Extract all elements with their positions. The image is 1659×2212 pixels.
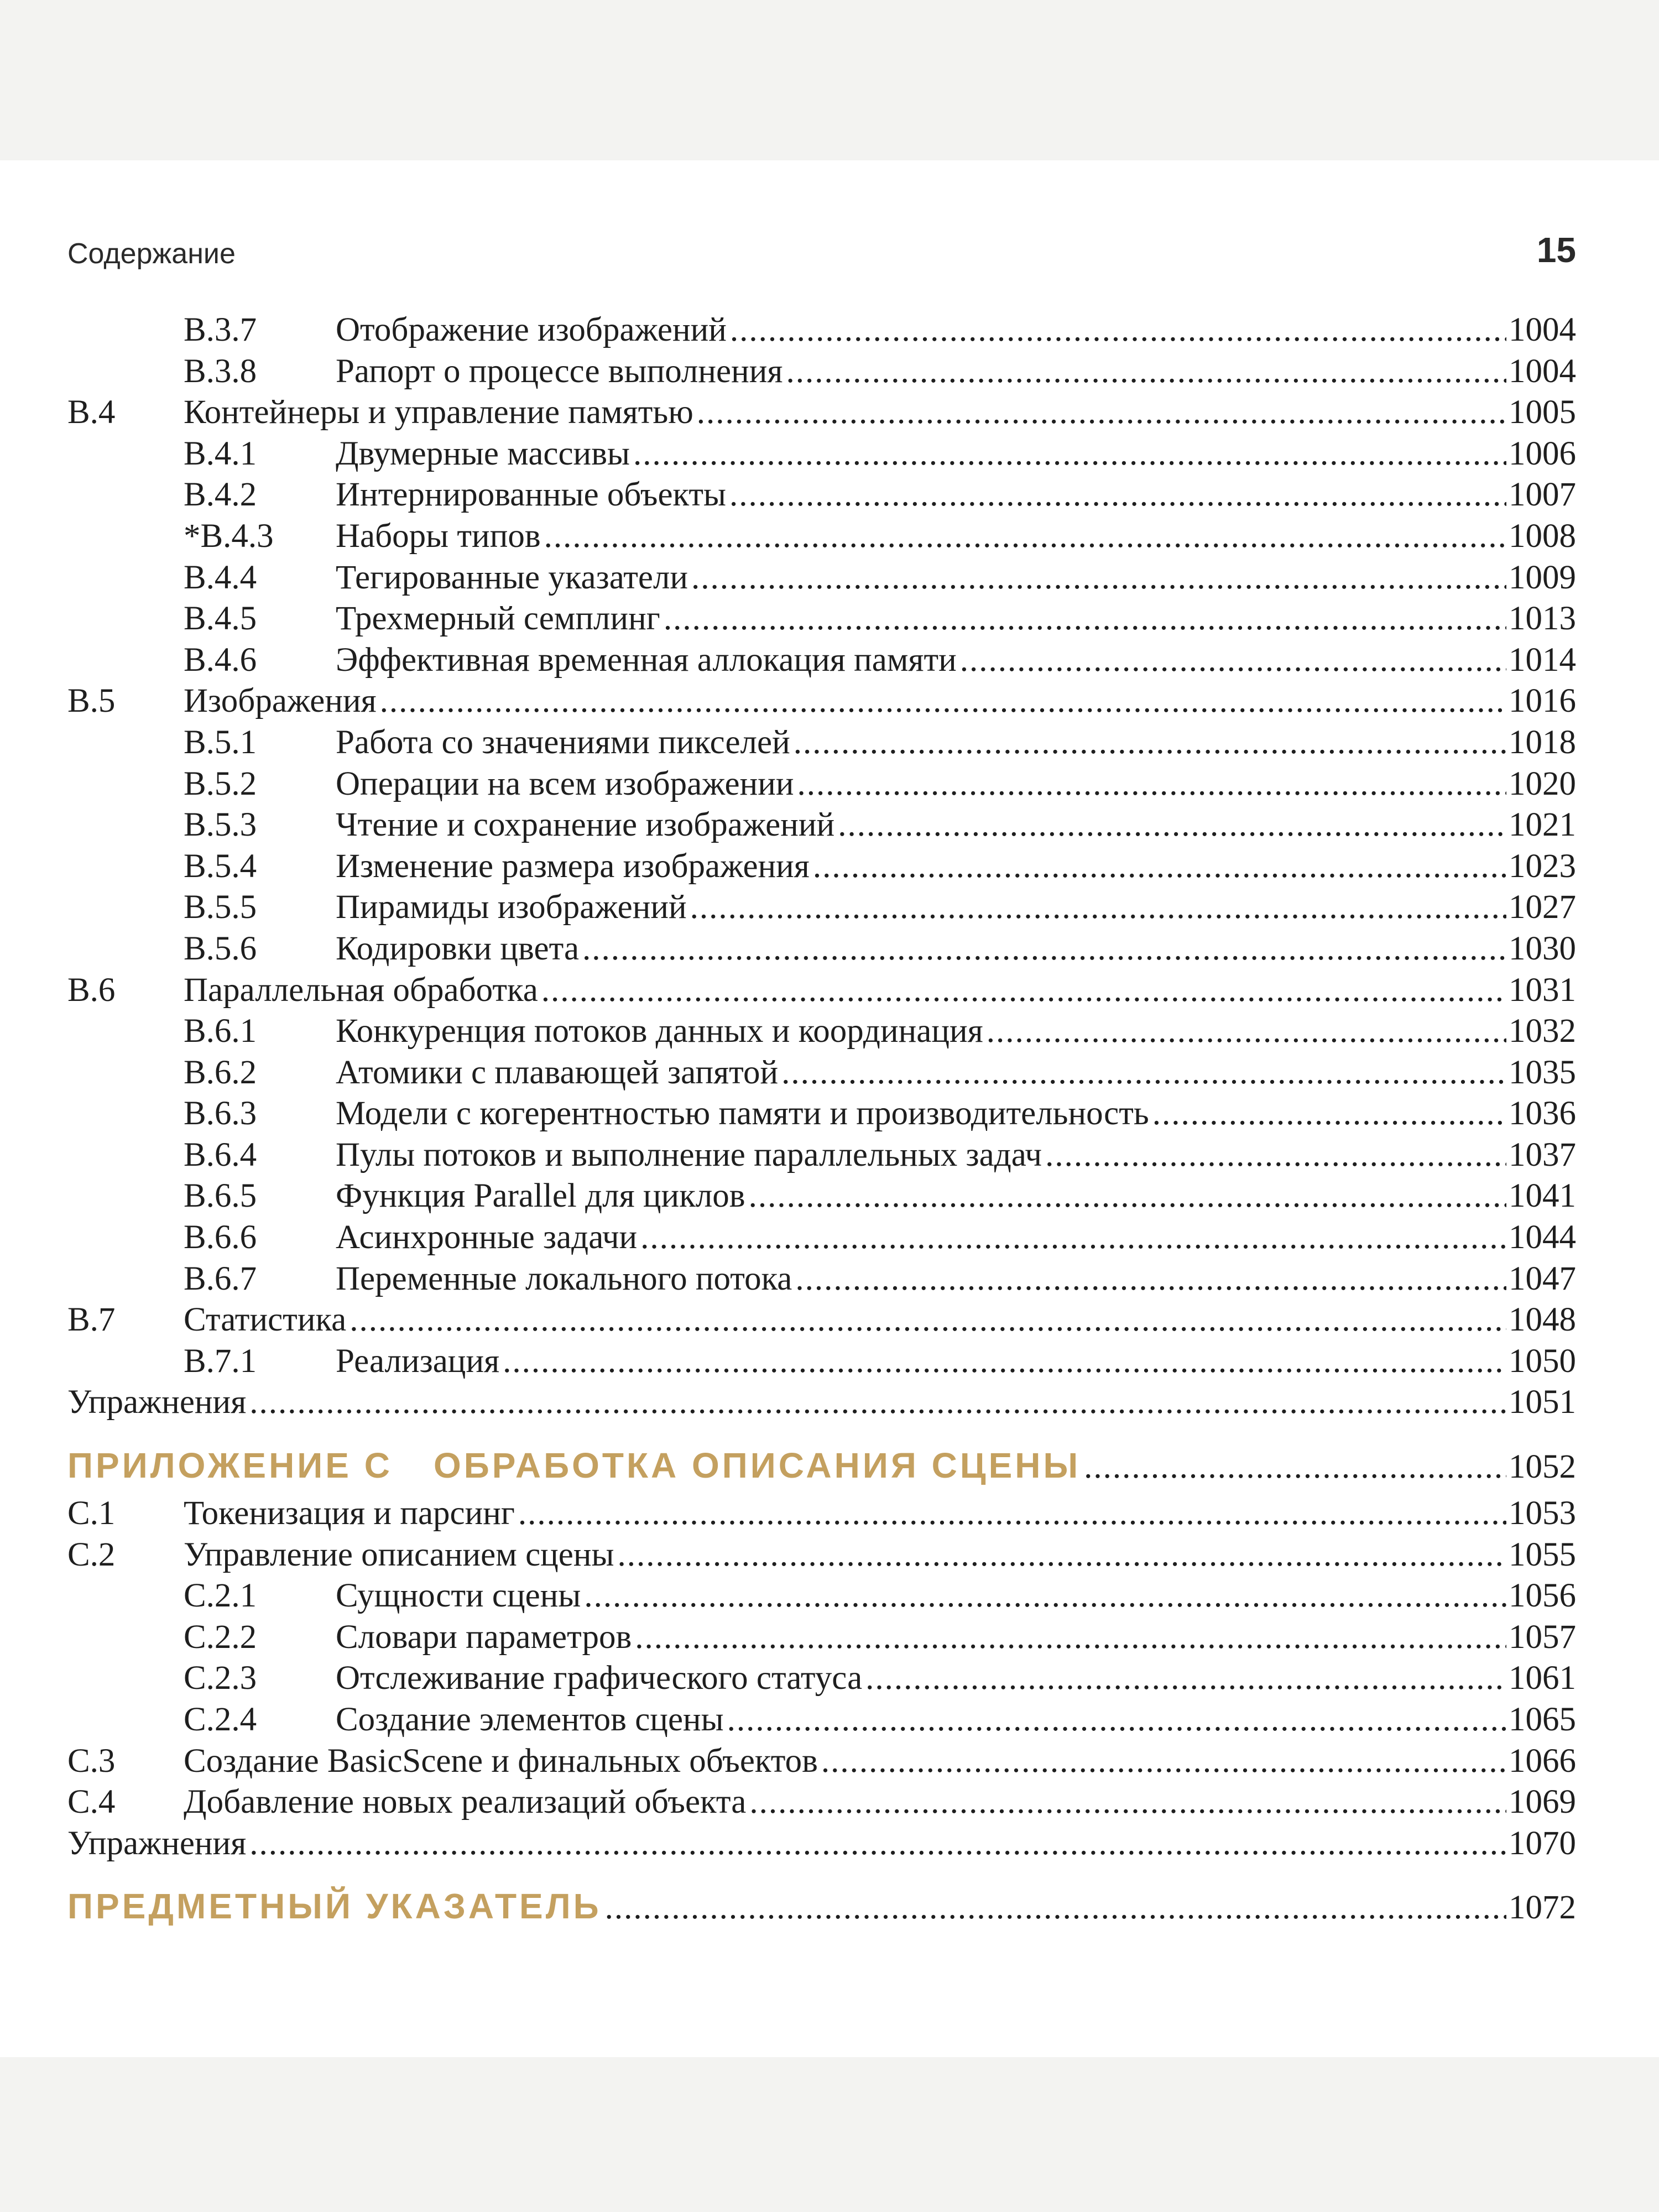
leader-dots (727, 1699, 1506, 1741)
toc-entry-page: 1004 (1509, 352, 1576, 390)
toc-entry[interactable] (67, 1535, 1576, 1576)
toc-entry[interactable] (67, 557, 1576, 599)
toc-entry-title: Операции на всем изображении (336, 765, 794, 802)
toc-entry[interactable] (67, 1575, 1576, 1617)
toc-entry-title: Тегированные указатели (336, 559, 688, 596)
toc-entry-page: 1004 (1509, 311, 1576, 348)
toc-entry-title: Пулы потоков и выполнение параллельных задач (336, 1136, 1042, 1173)
toc-entry-number: C.2.4 (184, 1701, 257, 1738)
leader-dots (795, 1259, 1506, 1300)
toc-entry-title: Изображения (184, 682, 377, 720)
toc-entry[interactable] (67, 846, 1576, 888)
leader-dots (797, 764, 1506, 805)
leader-dots (690, 887, 1506, 928)
toc-entry[interactable] (67, 1259, 1576, 1300)
index-heading[interactable] (67, 1879, 1576, 1934)
leader-dots (544, 516, 1506, 557)
toc-entry-page: 1018 (1509, 723, 1576, 761)
toc-entry[interactable] (67, 1176, 1576, 1217)
toc-entry-number: *B.4.3 (184, 517, 274, 555)
leader-dots (1045, 1135, 1506, 1176)
toc-entry-title: Упражнения (67, 1824, 247, 1862)
toc-entry-page: 1007 (1509, 476, 1576, 514)
toc-entry-number: B.5.2 (184, 765, 257, 802)
leader-dots (503, 1341, 1506, 1383)
toc-entry-title: Атомики с плавающей запятой (336, 1053, 779, 1091)
toc-entry-page: 1013 (1509, 600, 1576, 638)
toc-entry-number: B.6.3 (184, 1095, 257, 1133)
toc-entry-page: 1030 (1509, 930, 1576, 967)
toc-entry[interactable] (67, 1382, 1576, 1423)
toc-entry[interactable] (67, 1658, 1576, 1699)
toc-entry-title: Изменение размера изображения (336, 847, 810, 885)
toc-entry-number: B.3.8 (184, 352, 257, 390)
toc-entry-title: Статистика (184, 1301, 347, 1339)
leader-dots (786, 351, 1506, 393)
toc-entry-title: Добавление новых реализаций объекта (184, 1783, 747, 1821)
toc-entry[interactable] (67, 392, 1576, 434)
leader-dots (987, 1011, 1506, 1052)
toc-entry-page: 1065 (1509, 1701, 1576, 1738)
leader-dots (838, 805, 1506, 846)
toc-entry-title: Трехмерный семплинг (336, 600, 660, 638)
toc-entry-number: B.4.1 (184, 435, 257, 472)
toc-entry-number: B.5.5 (184, 889, 257, 926)
toc-entry-title: Работа со значениями пикселей (336, 723, 790, 761)
toc-entry-number: B.5.1 (184, 723, 257, 761)
toc-entry-number: B.6.7 (184, 1260, 257, 1297)
toc-entry-page: 1070 (1509, 1824, 1576, 1862)
toc-entry-title: Управление описанием сцены (184, 1536, 614, 1573)
toc-entry-title: Переменные локального потока (336, 1260, 792, 1297)
toc-entry-number: B.6.4 (184, 1136, 257, 1173)
toc-entry-title: Модели с когерентностью памяти и производительность (336, 1095, 1149, 1133)
toc-entry-page: 1041 (1509, 1177, 1576, 1215)
toc-entry-number: C.2.2 (184, 1618, 257, 1656)
leader-dots (1084, 1439, 1506, 1495)
toc-entry-title: Словари параметров (336, 1618, 632, 1656)
index-title: ПРЕДМЕТНЫЙ УКАЗАТЕЛЬ (67, 1886, 602, 1927)
leader-dots (582, 928, 1506, 970)
leader-dots (349, 1300, 1506, 1341)
toc-section-b (67, 310, 1576, 1423)
toc-entry-page: 1044 (1509, 1219, 1576, 1256)
toc-entry[interactable] (67, 1493, 1576, 1535)
leader-dots (821, 1741, 1506, 1782)
toc-entry-number: B.7 (67, 1301, 116, 1339)
toc-entry-page: 1005 (1509, 394, 1576, 431)
toc-entry-number: B.7.1 (184, 1342, 257, 1380)
page-number: 15 (1536, 230, 1576, 270)
toc-entry-number: B.5.4 (184, 847, 257, 885)
leader-dots (1152, 1093, 1506, 1135)
leader-dots (605, 1880, 1506, 1936)
leader-dots (749, 1176, 1506, 1217)
toc-entry-title: Создание BasicScene и финальных объектов (184, 1742, 818, 1780)
appendix-c-page: 1052 (1509, 1448, 1576, 1486)
toc-entry-number: C.1 (67, 1495, 116, 1532)
leader-dots (380, 681, 1506, 722)
toc-entry-title: Токенизация и парсинг (184, 1495, 515, 1532)
leader-dots (960, 640, 1506, 681)
toc-entry-page: 1066 (1509, 1742, 1576, 1780)
toc-entry-page: 1008 (1509, 517, 1576, 555)
toc-entry[interactable] (67, 1617, 1576, 1658)
toc-entry[interactable] (67, 1341, 1576, 1383)
toc-entry-title: Эффективная временная аллокация памяти (336, 641, 957, 679)
toc-entry[interactable] (67, 640, 1576, 681)
toc-entry-number: B.3.7 (184, 311, 257, 348)
toc-entry-page: 1053 (1509, 1495, 1576, 1532)
toc-entry-page: 1037 (1509, 1136, 1576, 1173)
toc-entry[interactable] (67, 887, 1576, 928)
leader-dots (541, 970, 1506, 1011)
toc-entry-page: 1027 (1509, 889, 1576, 926)
toc-entry[interactable] (67, 1300, 1576, 1341)
toc-entry-title: Чтение и сохранение изображений (336, 806, 835, 844)
toc-entry-number: B.6 (67, 971, 116, 1009)
leader-dots (691, 557, 1506, 599)
toc-entry-page: 1061 (1509, 1660, 1576, 1697)
toc-entry-number: C.4 (67, 1783, 116, 1821)
toc-entry-page: 1031 (1509, 971, 1576, 1009)
leader-dots (664, 598, 1506, 640)
toc-entry-title: Пирамиды изображений (336, 889, 687, 926)
toc-entry-title: Упражнения (67, 1384, 247, 1421)
toc-entry-page: 1050 (1509, 1342, 1576, 1380)
leader-dots (697, 392, 1506, 434)
toc-entry[interactable] (67, 928, 1576, 970)
appendix-c-label: ПРИЛОЖЕНИЕ C (67, 1446, 393, 1486)
toc-entry-page: 1036 (1509, 1095, 1576, 1133)
toc-entry[interactable] (67, 805, 1576, 846)
toc-section-c (67, 1493, 1576, 1864)
toc-entry-number: B.4.6 (184, 641, 257, 679)
running-head: Содержание (67, 238, 236, 270)
toc-entry-page: 1021 (1509, 806, 1576, 844)
toc-entry-number: C.2 (67, 1536, 116, 1573)
toc-entry-page: 1055 (1509, 1536, 1576, 1573)
toc-entry[interactable] (67, 1699, 1576, 1741)
toc-entry[interactable] (67, 1217, 1576, 1259)
table-of-contents (67, 310, 1576, 1934)
toc-entry-page: 1032 (1509, 1013, 1576, 1050)
toc-entry[interactable] (67, 474, 1576, 516)
toc-entry[interactable] (67, 1135, 1576, 1176)
toc-entry[interactable] (67, 1823, 1576, 1865)
toc-entry-title: Создание элементов сцены (336, 1701, 724, 1738)
toc-entry-title: Контейнеры и управление памятью (184, 394, 693, 431)
toc-entry-title: Функция Parallel для циклов (336, 1177, 745, 1215)
toc-entry-title: Реализация (336, 1342, 500, 1380)
toc-entry[interactable] (67, 1741, 1576, 1782)
toc-entry-page: 1035 (1509, 1053, 1576, 1091)
toc-entry-number: B.4.2 (184, 476, 257, 514)
toc-entry[interactable] (67, 434, 1576, 475)
toc-entry-page: 1069 (1509, 1783, 1576, 1821)
toc-entry[interactable] (67, 1093, 1576, 1135)
toc-entry-page: 1056 (1509, 1577, 1576, 1615)
leader-dots (518, 1493, 1506, 1535)
leader-dots (249, 1382, 1506, 1423)
appendix-c-heading[interactable] (67, 1438, 1576, 1493)
toc-entry-title: Кодировки цвета (336, 930, 580, 967)
leader-dots (633, 434, 1506, 475)
toc-entry[interactable] (67, 764, 1576, 805)
toc-entry-page: 1006 (1509, 435, 1576, 472)
page-header (67, 229, 1576, 279)
leader-dots (584, 1575, 1506, 1617)
toc-entry-page: 1009 (1509, 559, 1576, 596)
toc-entry[interactable] (67, 722, 1576, 764)
toc-entry-page: 1023 (1509, 847, 1576, 885)
toc-entry[interactable] (67, 1782, 1576, 1823)
leader-dots (813, 846, 1506, 888)
toc-entry-page: 1020 (1509, 765, 1576, 802)
toc-entry-title: Параллельная обработка (184, 971, 538, 1009)
leader-dots (794, 722, 1506, 764)
toc-entry[interactable] (67, 1011, 1576, 1052)
leader-dots (635, 1617, 1506, 1658)
toc-entry-number: B.5.6 (184, 930, 257, 967)
toc-entry-title: Асинхронные задачи (336, 1219, 638, 1256)
leader-dots (618, 1535, 1507, 1576)
toc-entry-number: B.4.4 (184, 559, 257, 596)
toc-entry-number: B.4 (67, 394, 116, 431)
toc-entry-title: Отслеживание графического статуса (336, 1660, 863, 1697)
toc-entry-number: B.5.3 (184, 806, 257, 844)
leader-dots (749, 1782, 1506, 1823)
toc-entry-page: 1048 (1509, 1301, 1576, 1339)
toc-entry-page: 1051 (1509, 1384, 1576, 1421)
toc-entry-page: 1057 (1509, 1618, 1576, 1656)
toc-entry[interactable] (67, 681, 1576, 722)
toc-entry-title: Интернированные объекты (336, 476, 726, 514)
toc-entry-number: B.5 (67, 682, 116, 720)
toc-entry-number: C.3 (67, 1742, 116, 1780)
leader-dots (249, 1823, 1506, 1865)
toc-entry-page: 1047 (1509, 1260, 1576, 1297)
toc-entry-number: B.6.1 (184, 1013, 257, 1050)
toc-entry-number: B.4.5 (184, 600, 257, 638)
toc-entry-page: 1016 (1509, 682, 1576, 720)
leader-dots (729, 474, 1506, 516)
toc-entry-title: Сущности сцены (336, 1577, 581, 1615)
toc-entry-title: Рапорт о процессе выполнения (336, 352, 783, 390)
leader-dots (781, 1052, 1506, 1094)
toc-entry-title: Наборы типов (336, 517, 541, 555)
toc-entry[interactable] (67, 351, 1576, 393)
toc-entry[interactable] (67, 310, 1576, 351)
toc-entry-number: B.6.5 (184, 1177, 257, 1215)
toc-entry[interactable] (67, 598, 1576, 640)
leader-dots (640, 1217, 1506, 1259)
toc-entry-title: Отображение изображений (336, 311, 727, 348)
toc-entry-title: Двумерные массивы (336, 435, 630, 472)
appendix-c-title: ОБРАБОТКА ОПИСАНИЯ СЦЕНЫ (434, 1446, 1081, 1486)
leader-dots (730, 310, 1506, 351)
toc-entry[interactable] (67, 516, 1576, 557)
toc-entry-number: C.2.3 (184, 1660, 257, 1697)
toc-entry-number: B.6.6 (184, 1219, 257, 1256)
toc-entry-number: C.2.1 (184, 1577, 257, 1615)
toc-entry-number: B.6.2 (184, 1053, 257, 1091)
index-page: 1072 (1509, 1889, 1576, 1927)
toc-entry-title: Конкуренция потоков данных и координация (336, 1013, 983, 1050)
toc-entry[interactable] (67, 970, 1576, 1011)
leader-dots (865, 1658, 1506, 1699)
toc-entry[interactable] (67, 1052, 1576, 1094)
toc-entry-page: 1014 (1509, 641, 1576, 679)
